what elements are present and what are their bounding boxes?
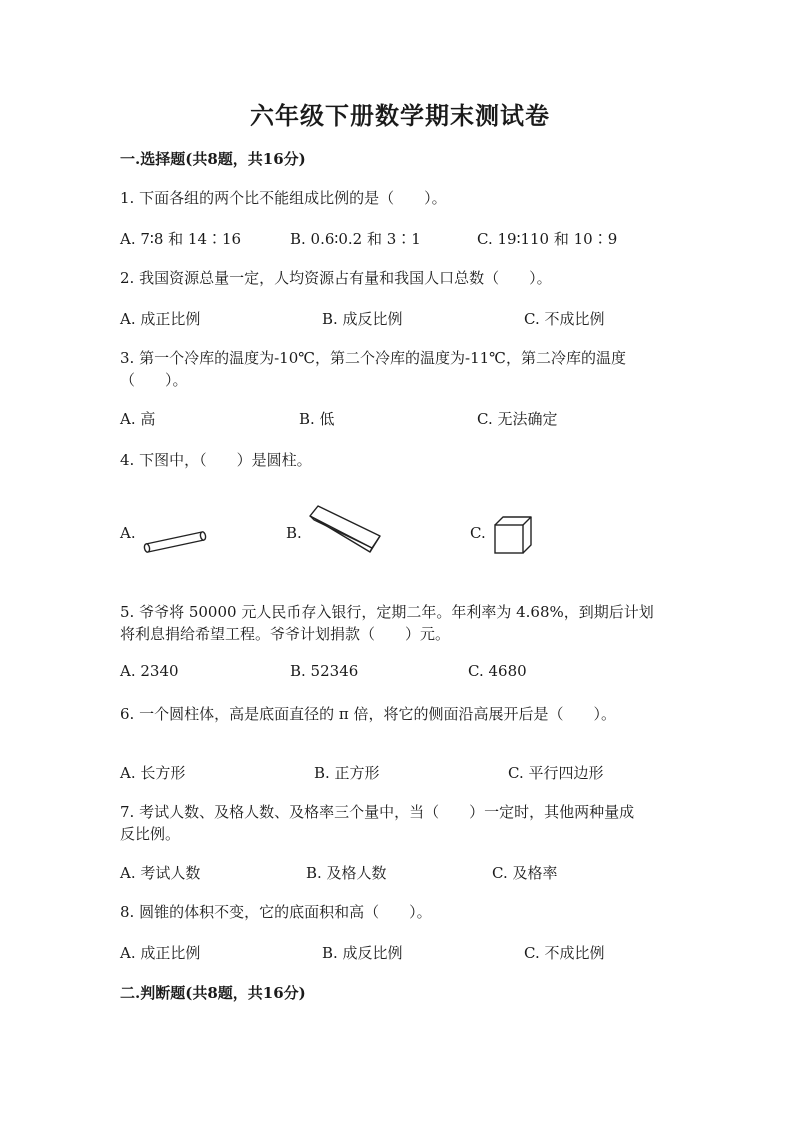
question-1-option-b[interactable]: B. 0.6∶0.2 和 3∶1 [290, 230, 421, 248]
section-heading-true-false: 二.判断题(共8题，共16分) [120, 984, 306, 1002]
question-6-option-b[interactable]: B. 正方形 [314, 764, 380, 782]
question-2-option-a[interactable]: A. 成正比例 [120, 310, 201, 328]
triangular-prism-icon [304, 504, 384, 556]
section-heading-multiple-choice: 一.选择题(共8题，共16分) [120, 150, 306, 168]
question-1-text: 1. 下面各组的两个比不能组成比例的是（ ）。 [120, 189, 447, 207]
cylinder-icon [140, 526, 212, 558]
question-7-text-line1: 7. 考试人数、及格人数、及格率三个量中，当（ ）一定时，其他两种量成 [120, 803, 635, 821]
page-title: 六年级下册数学期末测试卷 [250, 101, 550, 130]
question-3-text-line1: 3. 第一个冷库的温度为-10℃，第二个冷库的温度为-11℃，第二冷库的温度 [120, 349, 626, 367]
question-5-text-line1: 5. 爷爷将 50000 元人民币存入银行，定期二年。年利率为 4.68%，到期后计划 [120, 603, 654, 621]
question-3-option-a[interactable]: A. 高 [120, 410, 156, 428]
question-2-text: 2. 我国资源总量一定，人均资源占有量和我国人口总数（ ）。 [120, 269, 552, 287]
question-1-option-c[interactable]: C. 19∶110 和 10∶9 [477, 230, 618, 248]
cube-icon [492, 514, 534, 556]
question-8-text: 8. 圆锥的体积不变，它的底面积和高（ ）。 [120, 903, 432, 921]
question-4-option-c[interactable]: C. [470, 524, 486, 542]
question-1-option-a[interactable]: A. 7∶8 和 14∶16 [120, 230, 242, 248]
question-7-option-a[interactable]: A. 考试人数 [120, 864, 201, 882]
question-5-option-c[interactable]: C. 4680 [468, 662, 527, 680]
question-6-option-c[interactable]: C. 平行四边形 [508, 764, 604, 782]
question-5-option-b[interactable]: B. 52346 [290, 662, 359, 680]
question-6-text: 6. 一个圆柱体，高是底面直径的 π 倍，将它的侧面沿高展开后是（ ）。 [120, 705, 616, 723]
question-3-option-b[interactable]: B. 低 [299, 410, 335, 428]
question-7-text-line2: 反比例。 [120, 825, 181, 843]
question-8-option-b[interactable]: B. 成反比例 [322, 944, 403, 962]
question-2-option-b[interactable]: B. 成反比例 [322, 310, 403, 328]
question-4-option-b[interactable]: B. [286, 524, 302, 542]
question-5-text-line2: 将利息捐给希望工程。爷爷计划捐款（ ）元。 [120, 625, 451, 643]
question-2-option-c[interactable]: C. 不成比例 [524, 310, 605, 328]
question-3-option-c[interactable]: C. 无法确定 [477, 410, 558, 428]
question-8-option-a[interactable]: A. 成正比例 [120, 944, 201, 962]
question-7-option-c[interactable]: C. 及格率 [492, 864, 558, 882]
question-3-text-line2: （ ）。 [120, 371, 188, 389]
question-5-option-a[interactable]: A. 2340 [120, 662, 179, 680]
question-4-text: 4. 下图中，（ ）是圆柱。 [120, 451, 312, 469]
question-6-option-a[interactable]: A. 长方形 [120, 764, 186, 782]
question-4-option-a[interactable]: A. [120, 524, 136, 542]
question-7-option-b[interactable]: B. 及格人数 [306, 864, 387, 882]
question-8-option-c[interactable]: C. 不成比例 [524, 944, 605, 962]
